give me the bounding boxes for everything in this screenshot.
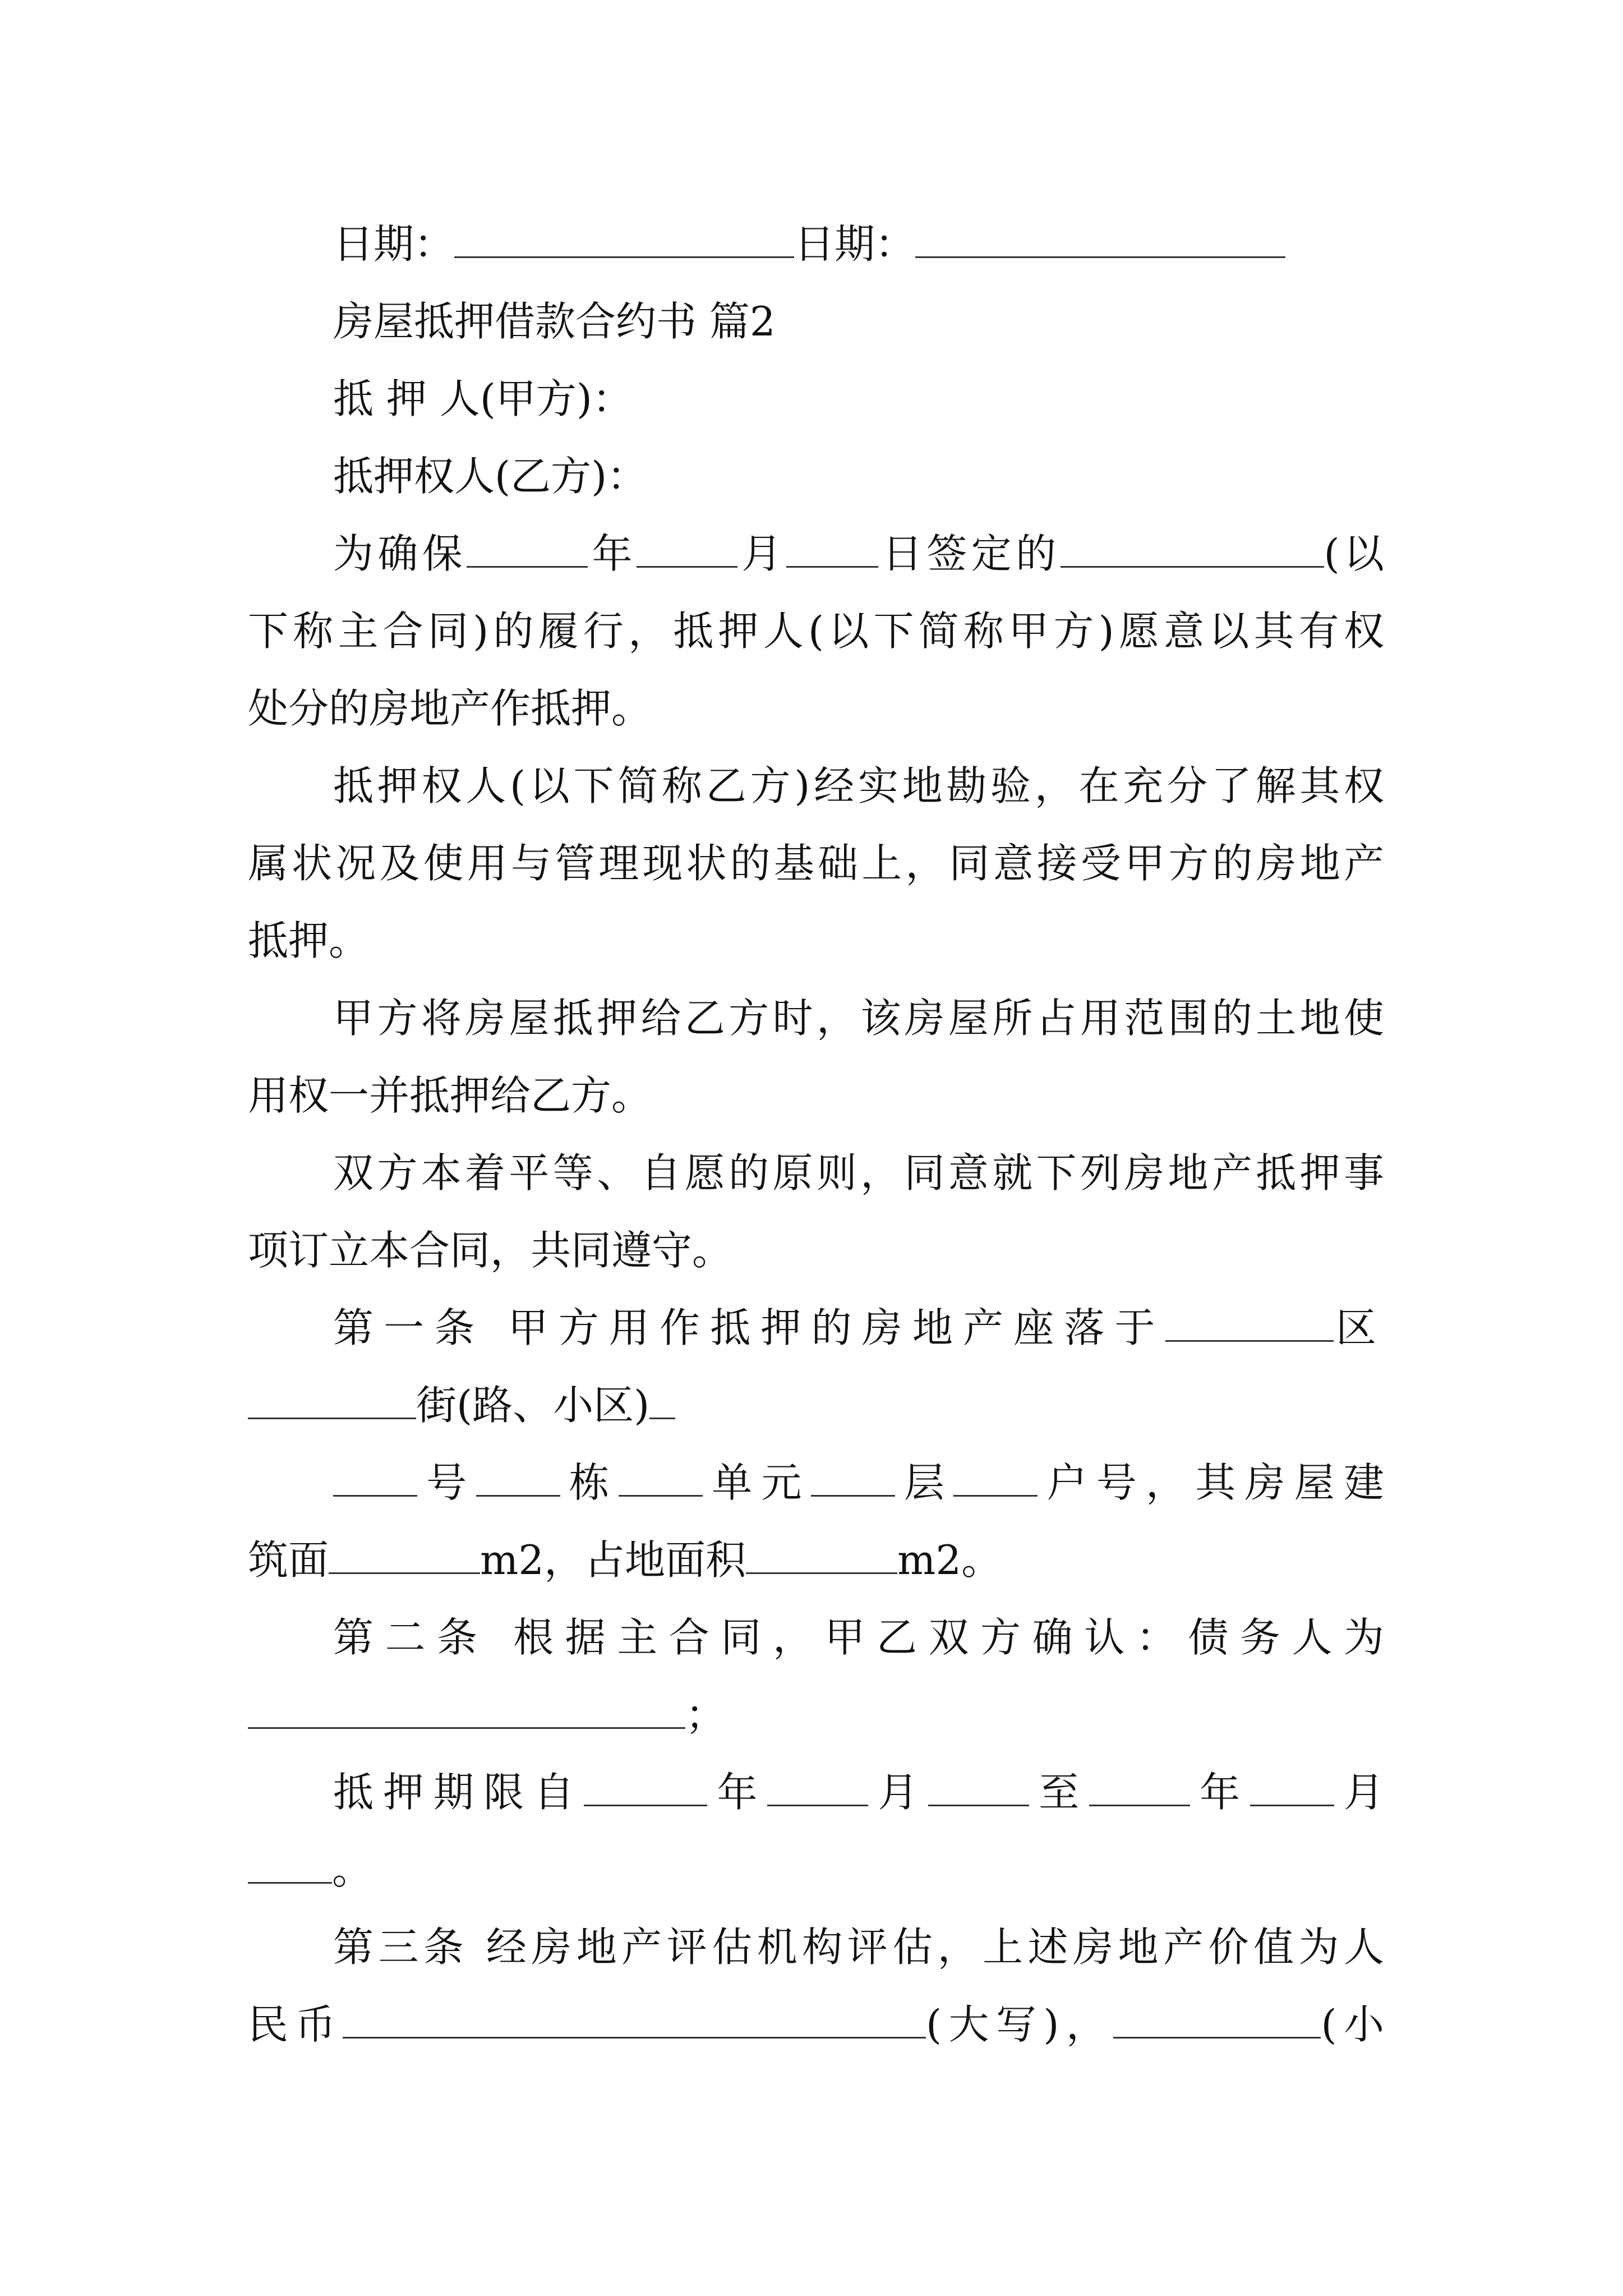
text-segment: 街(路、小区) bbox=[416, 1382, 650, 1429]
text-segment: 用权一并抵押给乙方。 bbox=[248, 1072, 652, 1119]
text-segment: 。 bbox=[332, 1846, 373, 1893]
text-segment: 层 bbox=[895, 1459, 954, 1506]
text-segment: 项订立本合同，共同遵守。 bbox=[248, 1227, 733, 1274]
text-segment: 日签定的 bbox=[878, 530, 1061, 577]
date-label: 日期： bbox=[333, 220, 455, 268]
start-month-blank bbox=[767, 1766, 868, 1806]
land-area-blank bbox=[746, 1534, 897, 1574]
signature-date-line bbox=[248, 205, 1384, 283]
text-segment: 为确保 bbox=[333, 530, 467, 577]
month-blank bbox=[637, 528, 737, 568]
year-blank bbox=[467, 528, 588, 568]
article-2-line bbox=[248, 1599, 1384, 1676]
article-1-line bbox=[248, 1289, 1384, 1366]
text-segment: 至 bbox=[1029, 1769, 1089, 1816]
end-month-blank bbox=[1250, 1766, 1334, 1806]
text-segment: 月 bbox=[1334, 1769, 1384, 1816]
paragraph-line bbox=[248, 1831, 1384, 1908]
text-segment: 属状况及使用与管理现状的基础上，同意接受甲方的房地产 bbox=[248, 840, 1384, 887]
section-heading-text: 房屋抵押借款合约书 篇2 bbox=[333, 298, 776, 345]
text-segment: 号 bbox=[417, 1459, 476, 1506]
paragraph-line bbox=[248, 1521, 1384, 1599]
paragraph-line bbox=[248, 1212, 1384, 1289]
mortgagee-line bbox=[248, 438, 1384, 515]
text-segment: (小 bbox=[1321, 2001, 1384, 2048]
text-segment: 双方本着平等、自愿的原则，同意就下列房地产抵押事 bbox=[333, 1149, 1384, 1197]
trailing-blank bbox=[649, 1379, 675, 1419]
paragraph-line bbox=[248, 515, 1384, 592]
paragraph-line bbox=[248, 1676, 1384, 1754]
text-segment: 抵押。 bbox=[248, 917, 370, 964]
paragraph-line bbox=[248, 670, 1384, 747]
date-blank bbox=[915, 218, 1285, 258]
text-segment: 户号，其房屋建 bbox=[1038, 1459, 1384, 1506]
date-blank bbox=[454, 218, 794, 258]
text-segment: 栋 bbox=[560, 1459, 619, 1506]
paragraph-line bbox=[248, 1134, 1384, 1212]
text-segment: 处分的房地产作抵押。 bbox=[248, 685, 652, 732]
article-3-line bbox=[248, 1908, 1384, 1986]
mortgagor-label: 抵 押 人(甲方)： bbox=[333, 375, 633, 422]
text-segment: 甲方将房屋抵押给乙方时，该房屋所占用范围的土地使 bbox=[333, 995, 1384, 1042]
amount-uppercase-blank bbox=[343, 1999, 926, 2039]
text-segment: m2。 bbox=[897, 1536, 1002, 1584]
text-segment: ； bbox=[685, 1691, 726, 1738]
text-segment: 年 bbox=[1189, 1769, 1250, 1816]
end-year-blank bbox=[1089, 1766, 1190, 1806]
floor-blank bbox=[811, 1457, 895, 1497]
paragraph-line bbox=[248, 747, 1384, 825]
paragraph-line bbox=[248, 1986, 1384, 2063]
text-segment: 民币 bbox=[248, 2001, 343, 2048]
paragraph-line bbox=[248, 1057, 1384, 1134]
contract-name-blank bbox=[1061, 528, 1324, 568]
building-area-blank bbox=[329, 1534, 480, 1574]
paragraph-line bbox=[248, 979, 1384, 1057]
text-segment: m2，占地面积 bbox=[480, 1536, 746, 1584]
room-blank bbox=[953, 1457, 1038, 1497]
text-segment: 下称主合同)的履行，抵押人(以下简称甲方)愿意以其有权 bbox=[248, 608, 1384, 655]
text-segment: 抵押期限自 bbox=[333, 1769, 584, 1816]
paragraph-line bbox=[248, 902, 1384, 979]
section-heading bbox=[248, 283, 1384, 360]
mortgage-period-line bbox=[248, 1754, 1384, 1831]
paragraph-line bbox=[248, 1444, 1384, 1521]
start-day-blank bbox=[928, 1766, 1029, 1806]
text-segment: 第一条 甲方用作抵押的房地产座落于 bbox=[333, 1304, 1165, 1351]
text-segment: 年 bbox=[588, 530, 637, 577]
number-blank bbox=[333, 1457, 417, 1497]
district-blank bbox=[1165, 1302, 1334, 1342]
start-year-blank bbox=[584, 1766, 707, 1806]
text-segment: 区 bbox=[1333, 1304, 1384, 1351]
text-segment: 月 bbox=[737, 530, 786, 577]
text-segment: 年 bbox=[707, 1769, 767, 1816]
day-blank bbox=[786, 528, 878, 568]
text-segment: 筑面 bbox=[248, 1536, 329, 1584]
paragraph-line bbox=[248, 825, 1384, 902]
text-segment: 第三条 经房地产评估机构评估，上述房地产价值为人 bbox=[333, 1924, 1384, 1971]
amount-numeric-blank bbox=[1113, 1999, 1321, 2039]
text-segment: 第二条 根据主合同，甲乙双方确认：债务人为 bbox=[333, 1614, 1384, 1661]
text-segment: 月 bbox=[868, 1769, 928, 1816]
debtor-blank bbox=[248, 1689, 685, 1729]
end-day-blank bbox=[248, 1844, 332, 1884]
mortgagee-label: 抵押权人(乙方)： bbox=[333, 453, 648, 500]
text-segment: (以 bbox=[1324, 530, 1384, 577]
unit-blank bbox=[619, 1457, 703, 1497]
building-blank bbox=[476, 1457, 560, 1497]
text-segment: 抵押权人(以下简称乙方)经实地勘验，在充分了解其权 bbox=[333, 762, 1384, 809]
mortgagor-line bbox=[248, 360, 1384, 438]
text-segment: 单元 bbox=[703, 1459, 811, 1506]
paragraph-line bbox=[248, 592, 1384, 670]
text-segment: (大写)， bbox=[925, 2001, 1114, 2048]
paragraph-line bbox=[248, 1366, 1384, 1444]
street-blank bbox=[248, 1379, 416, 1419]
date-label: 日期： bbox=[794, 220, 916, 268]
